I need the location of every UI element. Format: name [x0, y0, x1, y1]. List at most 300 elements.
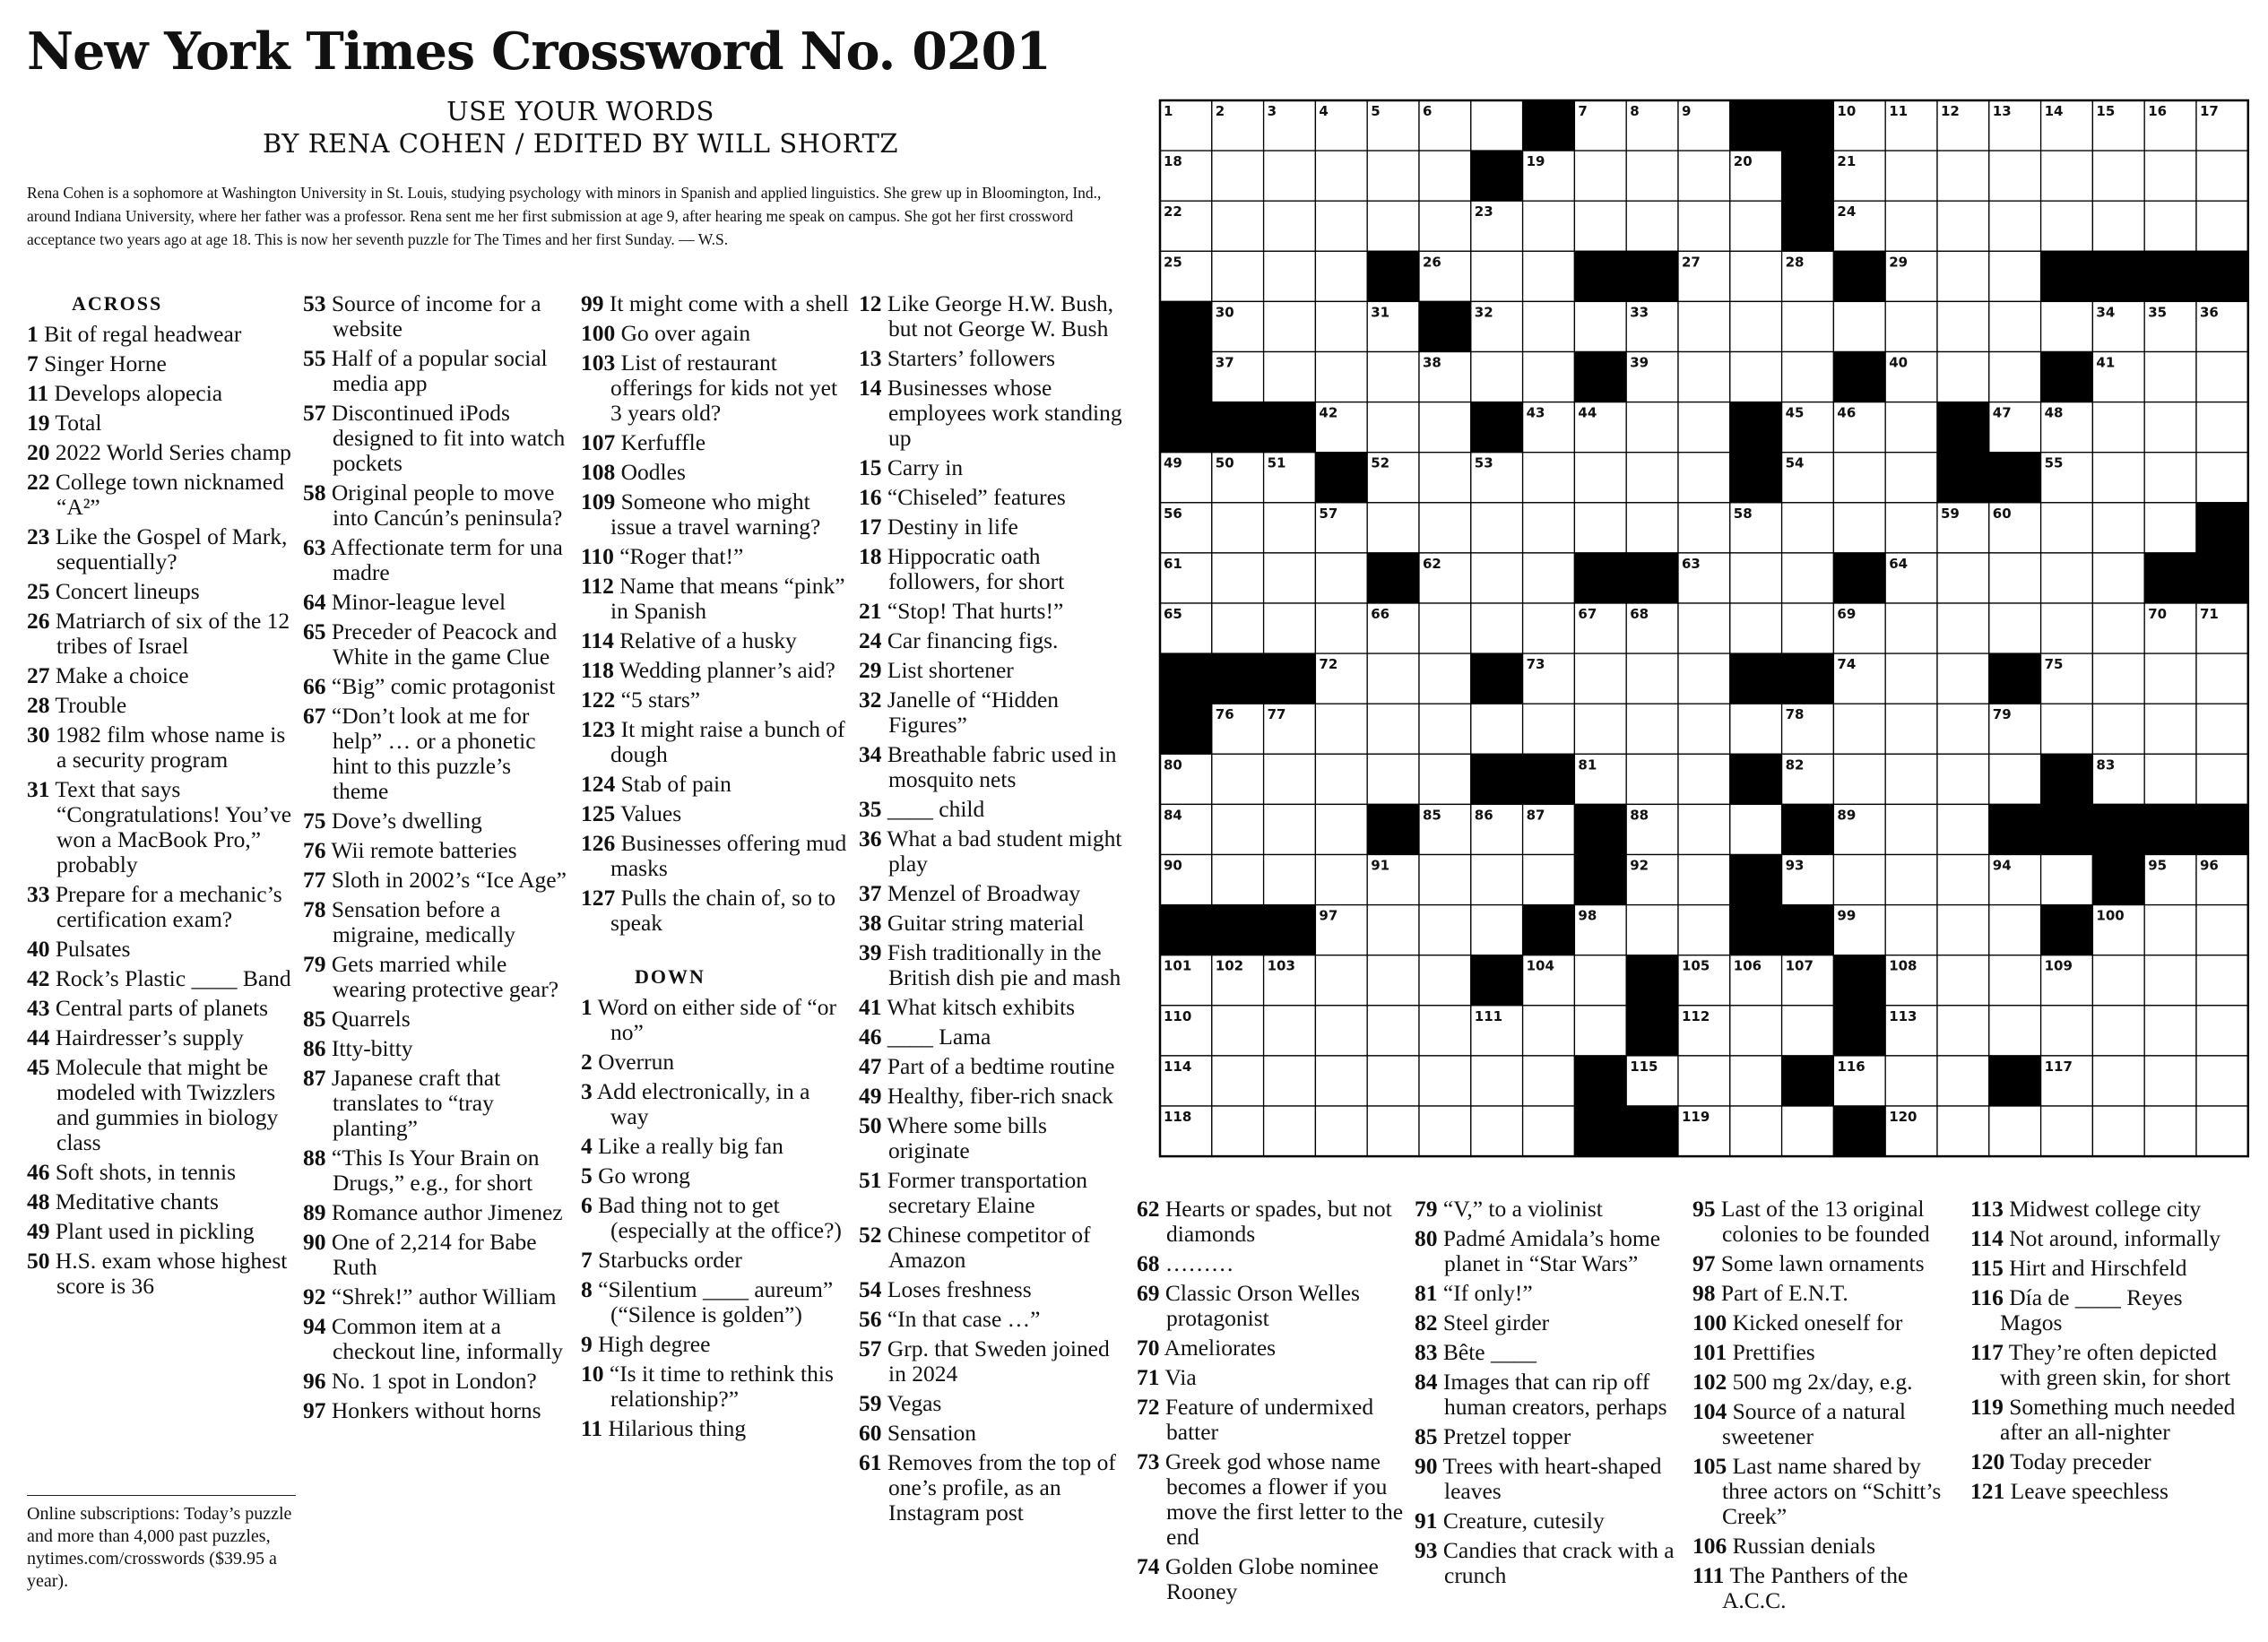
- grid-cell[interactable]: [2041, 704, 2093, 754]
- cell-number: 11: [1889, 103, 1909, 119]
- grid-cell[interactable]: [1937, 905, 1989, 955]
- grid-cell[interactable]: [1885, 603, 1937, 653]
- grid-cell[interactable]: [1937, 704, 1989, 754]
- grid-cell[interactable]: [1730, 1106, 1782, 1156]
- grid-cell[interactable]: [1989, 352, 2041, 402]
- grid-cell[interactable]: [1471, 1106, 1523, 1156]
- grid-cell[interactable]: [1419, 1106, 1471, 1156]
- black-square: [1471, 653, 1523, 704]
- grid-cell[interactable]: [1367, 402, 1419, 453]
- grid-cell[interactable]: [2196, 1056, 2248, 1106]
- grid-cell[interactable]: [1419, 754, 1471, 804]
- grid-cell[interactable]: [1471, 251, 1523, 301]
- grid-cell[interactable]: [1367, 905, 1419, 955]
- grid-cell[interactable]: [1523, 855, 1575, 905]
- grid-cell[interactable]: [1471, 704, 1523, 754]
- grid-cell[interactable]: [1937, 603, 1989, 653]
- grid-cell[interactable]: [2092, 653, 2144, 704]
- grid-cell[interactable]: [1678, 704, 1730, 754]
- grid-cell[interactable]: [1678, 653, 1730, 704]
- grid-cell[interactable]: [1523, 553, 1575, 603]
- clue-number: 7: [27, 350, 39, 376]
- grid-cell[interactable]: [2092, 1056, 2144, 1106]
- grid-cell[interactable]: [1367, 754, 1419, 804]
- grid-cell[interactable]: [1782, 1006, 1834, 1056]
- grid-cell[interactable]: [1626, 503, 1678, 553]
- grid-cell[interactable]: [2144, 955, 2196, 1006]
- clue-text: Go over again: [620, 320, 751, 346]
- black-square: [1782, 100, 1834, 151]
- grid-cell[interactable]: [2144, 352, 2196, 402]
- grid-cell[interactable]: [1574, 653, 1626, 704]
- cell-number: 8: [1630, 103, 1640, 119]
- grid-cell[interactable]: [1264, 201, 1316, 251]
- grid-cell[interactable]: [1937, 955, 1989, 1006]
- grid-cell[interactable]: [1937, 754, 1989, 804]
- black-square: [1574, 352, 1626, 402]
- grid-cell[interactable]: [1885, 151, 1937, 201]
- grid-cell[interactable]: [1989, 301, 2041, 351]
- grid-cell[interactable]: [1937, 1056, 1989, 1106]
- grid-cell[interactable]: [2196, 1006, 2248, 1056]
- grid-cell[interactable]: [1574, 1006, 1626, 1056]
- grid-cell[interactable]: [1730, 603, 1782, 653]
- grid-cell[interactable]: [2196, 754, 2248, 804]
- grid-cell[interactable]: [1885, 201, 1937, 251]
- clue-number: 126: [581, 830, 616, 856]
- clue-text: “5 stars”: [620, 687, 701, 713]
- grid-cell[interactable]: [1471, 1056, 1523, 1106]
- clue-number: 103: [581, 350, 616, 376]
- grid-cell[interactable]: [1782, 1106, 1834, 1156]
- grid-cell[interactable]: [1212, 201, 1264, 251]
- grid-cell[interactable]: [1885, 301, 1937, 351]
- clue-text: Removes from the top of one’s profile, as an Instagram post: [887, 1449, 1116, 1525]
- grid-cell[interactable]: [1678, 905, 1730, 955]
- clue-number: 33: [27, 881, 50, 907]
- grid-cell[interactable]: [1264, 1106, 1316, 1156]
- grid-cell[interactable]: [1574, 201, 1626, 251]
- grid-cell[interactable]: [1523, 1106, 1575, 1156]
- grid-cell[interactable]: [1471, 855, 1523, 905]
- grid-cell[interactable]: [1315, 553, 1367, 603]
- cell-number: 108: [1889, 957, 1917, 974]
- grid-cell[interactable]: [1264, 1006, 1316, 1056]
- clue-number: 15: [859, 454, 882, 480]
- grid-cell[interactable]: [1419, 402, 1471, 453]
- grid-cell[interactable]: [2144, 754, 2196, 804]
- grid-cell[interactable]: [2144, 402, 2196, 453]
- grid-cell[interactable]: [1315, 301, 1367, 351]
- clue-number: 55: [303, 345, 326, 371]
- clue-text: Día de ____ Reyes Magos: [2000, 1284, 2183, 1335]
- grid-cell[interactable]: [1523, 453, 1575, 503]
- clue-number: 32: [859, 687, 882, 713]
- grid-cell[interactable]: [2092, 553, 2144, 603]
- grid-cell[interactable]: [1523, 1006, 1575, 1056]
- clue-number: 68: [1137, 1250, 1160, 1276]
- grid-cell[interactable]: [2196, 1106, 2248, 1156]
- grid-cell[interactable]: [1989, 905, 2041, 955]
- grid-cell[interactable]: [2092, 151, 2144, 201]
- grid-cell[interactable]: [1315, 855, 1367, 905]
- grid-cell[interactable]: [1678, 453, 1730, 503]
- grid-cell[interactable]: [1678, 804, 1730, 854]
- grid-cell[interactable]: [1419, 955, 1471, 1006]
- grid-cell[interactable]: [1989, 754, 2041, 804]
- grid-cell[interactable]: [1523, 503, 1575, 553]
- grid-cell[interactable]: [1212, 553, 1264, 603]
- grid-cell[interactable]: [1989, 151, 2041, 201]
- grid-cell[interactable]: [1574, 503, 1626, 553]
- grid-cell[interactable]: [2144, 1056, 2196, 1106]
- black-square: [1264, 905, 1316, 955]
- clue-text: “Silentium ____ aureum” (“Silence is golden”): [598, 1276, 834, 1327]
- clue-text: Concert lineups: [55, 578, 200, 604]
- grid-cell[interactable]: [1367, 704, 1419, 754]
- grid-cell[interactable]: [1885, 855, 1937, 905]
- grid-cell[interactable]: [1419, 201, 1471, 251]
- grid-cell[interactable]: [2144, 1006, 2196, 1056]
- grid-cell[interactable]: [1678, 301, 1730, 351]
- grid-cell[interactable]: [1937, 553, 1989, 603]
- grid-cell[interactable]: [1419, 503, 1471, 553]
- grid-cell[interactable]: [1212, 855, 1264, 905]
- grid-cell[interactable]: [1419, 653, 1471, 704]
- cell-number: 90: [1164, 857, 1182, 874]
- grid-cell[interactable]: [2041, 201, 2093, 251]
- grid-cell[interactable]: [2092, 1006, 2144, 1056]
- clue-number: 72: [1137, 1394, 1160, 1420]
- clue-text: Part of a bedtime routine: [887, 1053, 1115, 1079]
- grid-cell[interactable]: [1885, 754, 1937, 804]
- grid-cell[interactable]: [1471, 352, 1523, 402]
- grid-cell[interactable]: [1212, 603, 1264, 653]
- grid-cell[interactable]: [1730, 704, 1782, 754]
- grid-cell[interactable]: [1937, 1006, 1989, 1056]
- grid-cell[interactable]: [1264, 1056, 1316, 1106]
- grid-cell[interactable]: [1367, 151, 1419, 201]
- grid-cell[interactable]: [1989, 603, 2041, 653]
- grid-cell[interactable]: [1264, 151, 1316, 201]
- cell-number: 33: [1630, 304, 1649, 321]
- black-square: [2041, 352, 2093, 402]
- grid-cell[interactable]: [1419, 1006, 1471, 1056]
- clue-text: Matriarch of six of the 12 tribes of Israel: [55, 608, 290, 659]
- grid-cell[interactable]: [1212, 503, 1264, 553]
- black-square: [1574, 553, 1626, 603]
- grid-cell[interactable]: [1574, 955, 1626, 1006]
- grid-cell[interactable]: [1937, 804, 1989, 854]
- grid-cell[interactable]: [1833, 453, 1885, 503]
- grid-cell[interactable]: [2092, 955, 2144, 1006]
- grid-cell[interactable]: [1264, 553, 1316, 603]
- grid-cell[interactable]: [2092, 503, 2144, 553]
- clue-text: College town nicknamed “A²”: [55, 469, 284, 520]
- grid-cell[interactable]: [1626, 754, 1678, 804]
- grid-cell[interactable]: [1574, 151, 1626, 201]
- grid-cell[interactable]: [1989, 1006, 2041, 1056]
- grid-cell[interactable]: [1730, 301, 1782, 351]
- grid-cell[interactable]: [1315, 704, 1367, 754]
- grid-cell[interactable]: [1523, 251, 1575, 301]
- grid-cell[interactable]: [1264, 352, 1316, 402]
- grid-cell[interactable]: [2196, 704, 2248, 754]
- grid-cell[interactable]: [1315, 1006, 1367, 1056]
- grid-cell[interactable]: [2196, 352, 2248, 402]
- clue-number: 47: [859, 1053, 882, 1079]
- clue-text: Source of income for a website: [331, 290, 541, 341]
- grid-cell[interactable]: [1626, 151, 1678, 201]
- grid-cell[interactable]: [1782, 301, 1834, 351]
- grid-cell[interactable]: [2144, 453, 2196, 503]
- grid-cell[interactable]: [1833, 301, 1885, 351]
- grid-cell[interactable]: [1523, 201, 1575, 251]
- grid-cell[interactable]: [1264, 754, 1316, 804]
- grid-cell[interactable]: [1730, 804, 1782, 854]
- cell-number: 49: [1164, 454, 1182, 471]
- grid-cell[interactable]: [1419, 151, 1471, 201]
- grid-cell[interactable]: [1212, 804, 1264, 854]
- grid-cell[interactable]: [1471, 100, 1523, 151]
- grid-cell[interactable]: [1367, 1106, 1419, 1156]
- grid-cell[interactable]: [1730, 1056, 1782, 1106]
- grid-cell[interactable]: [2144, 1106, 2196, 1156]
- grid-cell[interactable]: [1626, 402, 1678, 453]
- grid-cell[interactable]: [2092, 201, 2144, 251]
- grid-cell[interactable]: [1678, 402, 1730, 453]
- grid-cell[interactable]: [2041, 553, 2093, 603]
- grid-cell[interactable]: [1471, 553, 1523, 603]
- grid-cell[interactable]: [1574, 704, 1626, 754]
- grid-cell[interactable]: [2041, 603, 2093, 653]
- grid-cell[interactable]: [1315, 754, 1367, 804]
- grid-cell[interactable]: [1678, 151, 1730, 201]
- grid-cell[interactable]: [1264, 503, 1316, 553]
- grid-cell[interactable]: [1471, 603, 1523, 653]
- grid-cell[interactable]: [1574, 301, 1626, 351]
- grid-cell[interactable]: [1730, 201, 1782, 251]
- grid-cell[interactable]: [1212, 1006, 1264, 1056]
- grid-cell[interactable]: [1937, 201, 1989, 251]
- grid-cell[interactable]: [1730, 352, 1782, 402]
- grid-cell[interactable]: [2144, 201, 2196, 251]
- grid-cell[interactable]: [1678, 754, 1730, 804]
- grid-cell[interactable]: [1989, 553, 2041, 603]
- grid-cell[interactable]: [1782, 553, 1834, 603]
- grid-cell[interactable]: [1989, 251, 2041, 301]
- grid-cell[interactable]: [1315, 151, 1367, 201]
- grid-cell[interactable]: [1937, 653, 1989, 704]
- clue-text: Starters’ followers: [887, 345, 1056, 371]
- grid-cell[interactable]: [2092, 453, 2144, 503]
- grid-cell[interactable]: [1730, 1006, 1782, 1056]
- grid-cell[interactable]: [1885, 905, 1937, 955]
- grid-cell[interactable]: [1212, 151, 1264, 201]
- grid-cell[interactable]: [1419, 1056, 1471, 1106]
- grid-cell[interactable]: [1833, 503, 1885, 553]
- clue-text: Healthy, fiber-rich snack: [887, 1083, 1113, 1109]
- grid-cell[interactable]: [1574, 453, 1626, 503]
- grid-cell[interactable]: [1419, 603, 1471, 653]
- grid-cell[interactable]: [2041, 301, 2093, 351]
- grid-cell[interactable]: [2144, 503, 2196, 553]
- grid-cell[interactable]: [1315, 603, 1367, 653]
- puzzle-title: New York Times Crossword No. 0201: [27, 22, 1051, 82]
- grid-cell[interactable]: [1678, 352, 1730, 402]
- grid-cell[interactable]: [1782, 352, 1834, 402]
- grid-cell[interactable]: [1264, 603, 1316, 653]
- grid-cell[interactable]: [1523, 301, 1575, 351]
- grid-cell[interactable]: [1937, 855, 1989, 905]
- grid-cell[interactable]: [1367, 955, 1419, 1006]
- grid-cell[interactable]: [1367, 201, 1419, 251]
- grid-cell[interactable]: [1419, 905, 1471, 955]
- grid-cell[interactable]: [1315, 201, 1367, 251]
- grid-cell[interactable]: [1937, 301, 1989, 351]
- grid-cell[interactable]: [1885, 402, 1937, 453]
- grid-cell[interactable]: [2196, 201, 2248, 251]
- grid-cell[interactable]: [2041, 1106, 2093, 1156]
- grid-cell[interactable]: [1678, 1056, 1730, 1106]
- grid-cell[interactable]: [1523, 352, 1575, 402]
- grid-cell[interactable]: [1782, 503, 1834, 553]
- grid-cell[interactable]: [1782, 603, 1834, 653]
- grid-cell[interactable]: [2196, 955, 2248, 1006]
- grid-cell[interactable]: [1367, 653, 1419, 704]
- grid-cell[interactable]: [1523, 603, 1575, 653]
- grid-cell[interactable]: [1315, 352, 1367, 402]
- cell-number: 71: [2200, 606, 2219, 622]
- grid-cell[interactable]: [2092, 603, 2144, 653]
- grid-cell[interactable]: [2041, 1006, 2093, 1056]
- clue-text: Prettifies: [1732, 1339, 1815, 1365]
- grid-cell[interactable]: [1264, 251, 1316, 301]
- grid-cell[interactable]: [1678, 503, 1730, 553]
- grid-cell[interactable]: [1212, 754, 1264, 804]
- grid-cell[interactable]: [1367, 1006, 1419, 1056]
- constructor-note: Rena Cohen is a sophomore at Washington University in St. Louis, studying psychology with minors in Spanish and applied linguistics. She grew up in Bloomington, Ind., around Indiana University, where her father was a professor. Rena sent me her first submission at age 9, after hearing me speak on campus. She got her first crossword acceptance two years ago at age 18. This is now her seventh puzzle for The Times and her first Sunday. — W.S.: [27, 184, 1102, 248]
- grid-cell[interactable]: [1264, 804, 1316, 854]
- grid-cell[interactable]: [1989, 1106, 2041, 1156]
- grid-cell[interactable]: [2092, 1106, 2144, 1156]
- grid-cell[interactable]: [1626, 905, 1678, 955]
- grid-cell[interactable]: [1471, 503, 1523, 553]
- clue-text: Romance author Jimenez: [331, 1199, 563, 1225]
- grid-cell[interactable]: [2041, 151, 2093, 201]
- grid-cell[interactable]: [1937, 352, 1989, 402]
- cell-number: 6: [1423, 103, 1433, 119]
- grid-cell[interactable]: [1989, 955, 2041, 1006]
- grid-cell[interactable]: [1885, 1056, 1937, 1106]
- grid-cell[interactable]: [1523, 1056, 1575, 1106]
- grid-cell[interactable]: [1419, 453, 1471, 503]
- grid-cell[interactable]: [1730, 553, 1782, 603]
- grid-cell[interactable]: [1367, 503, 1419, 553]
- grid-cell[interactable]: [1419, 855, 1471, 905]
- grid-cell[interactable]: [1885, 804, 1937, 854]
- grid-cell[interactable]: [2092, 402, 2144, 453]
- grid-cell[interactable]: [1937, 251, 1989, 301]
- grid-cell[interactable]: [1212, 1056, 1264, 1106]
- grid-cell[interactable]: [1833, 704, 1885, 754]
- grid-cell[interactable]: [1315, 955, 1367, 1006]
- grid-cell[interactable]: [1678, 603, 1730, 653]
- clue-text: Oodles: [620, 459, 686, 485]
- clue-number: 31: [27, 776, 50, 802]
- cell-number: 44: [1578, 404, 1597, 421]
- grid-cell[interactable]: [2041, 503, 2093, 553]
- grid-cell[interactable]: [1626, 201, 1678, 251]
- cell-number: 92: [1630, 857, 1649, 874]
- black-square: [1730, 100, 1782, 151]
- grid-cell[interactable]: [1989, 201, 2041, 251]
- grid-cell[interactable]: [2144, 151, 2196, 201]
- grid-cell[interactable]: [1523, 704, 1575, 754]
- black-square: [1574, 855, 1626, 905]
- black-square: [1937, 453, 1989, 503]
- grid-cell[interactable]: [2196, 653, 2248, 704]
- grid-cell[interactable]: [1471, 905, 1523, 955]
- grid-cell[interactable]: [1315, 1056, 1367, 1106]
- grid-cell[interactable]: [1626, 453, 1678, 503]
- grid-cell[interactable]: [2144, 905, 2196, 955]
- grid-cell[interactable]: [1419, 704, 1471, 754]
- puzzle-byline: BY RENA COHEN / EDITED BY WILL SHORTZ: [263, 128, 898, 159]
- grid-cell[interactable]: [1367, 352, 1419, 402]
- grid-cell[interactable]: [1885, 503, 1937, 553]
- black-square: [1782, 1056, 1834, 1106]
- grid-cell[interactable]: [1937, 1106, 1989, 1156]
- grid-cell[interactable]: [1264, 855, 1316, 905]
- grid-cell[interactable]: [2144, 704, 2196, 754]
- cell-number: 24: [1837, 203, 1857, 220]
- clue-text: Fish traditionally in the British dish pie and mash: [887, 939, 1121, 990]
- grid-cell[interactable]: [1315, 804, 1367, 854]
- grid-cell[interactable]: [1833, 855, 1885, 905]
- clue-number: 80: [1415, 1225, 1438, 1251]
- grid-cell[interactable]: [1264, 301, 1316, 351]
- grid-cell[interactable]: [1315, 251, 1367, 301]
- grid-cell[interactable]: [1937, 151, 1989, 201]
- grid-cell[interactable]: [1885, 653, 1937, 704]
- grid-cell[interactable]: [1626, 653, 1678, 704]
- grid-cell[interactable]: [1315, 1106, 1367, 1156]
- clue-text: Develops alopecia: [54, 380, 223, 406]
- grid-cell[interactable]: [1678, 201, 1730, 251]
- grid-cell[interactable]: [1678, 855, 1730, 905]
- across-heading: ACROSS: [72, 292, 163, 315]
- grid-cell[interactable]: [2196, 453, 2248, 503]
- grid-cell[interactable]: [1885, 453, 1937, 503]
- grid-cell[interactable]: [2144, 653, 2196, 704]
- grid-cell[interactable]: [1212, 1106, 1264, 1156]
- clue-number: 8: [581, 1276, 593, 1302]
- grid-cell[interactable]: [2092, 704, 2144, 754]
- grid-cell[interactable]: [1885, 704, 1937, 754]
- clue-number: 34: [859, 741, 882, 767]
- cell-number: 19: [1526, 153, 1545, 170]
- grid-cell[interactable]: [1367, 1056, 1419, 1106]
- grid-cell[interactable]: [2196, 905, 2248, 955]
- grid-cell[interactable]: [2196, 151, 2248, 201]
- grid-cell[interactable]: [1833, 754, 1885, 804]
- grid-cell[interactable]: [1626, 704, 1678, 754]
- grid-cell[interactable]: [1730, 251, 1782, 301]
- grid-cell[interactable]: [1212, 251, 1264, 301]
- grid-cell[interactable]: [2196, 402, 2248, 453]
- grid-cell[interactable]: [2041, 855, 2093, 905]
